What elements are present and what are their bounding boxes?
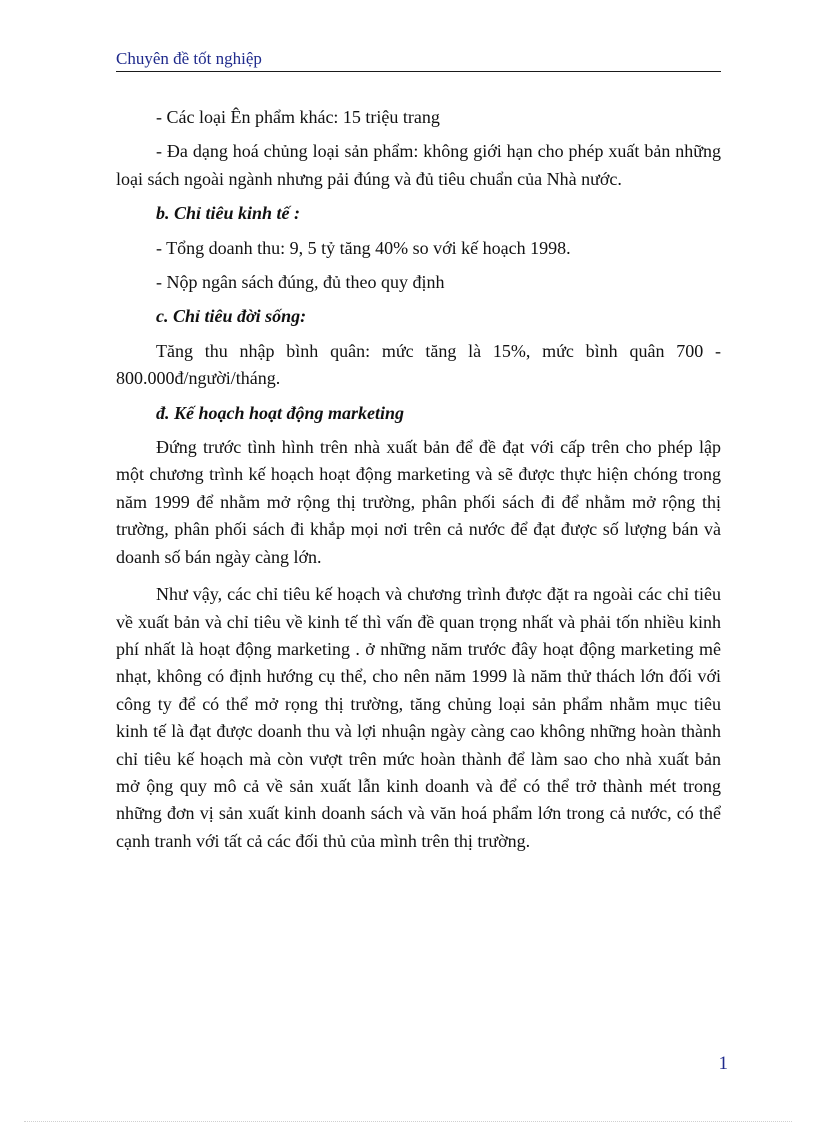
page-number: 1 [718, 1053, 728, 1074]
heading-living-targets: c. Chỉ tiêu đời sống: [156, 306, 307, 327]
page-header [116, 49, 721, 72]
page-bottom-rule [24, 1121, 792, 1122]
document-body [116, 104, 721, 862]
paragraph-product-diversification: - Đa dạng hoá chủng loại sản phẩm: không giới hạn cho phép xuất bản những loại sách ngoài ngành nhưng pải đúng và đủ tiêu chuẩn của Nhà nước. [116, 141, 721, 189]
paragraph-income-increase: Tăng thu nhập bình quân: mức tăng là 15%, mức bình quân 700 - 800.000đ/người/tháng. [116, 340, 721, 389]
heading-economic-targets: b. Chỉ tiêu kinh tế : [156, 203, 301, 224]
paragraph-marketing-importance: Như vậy, các chỉ tiêu kế hoạch và chương trình được đặt ra ngoài các chỉ tiêu về xuất bản và chỉ tiêu về kinh tế thì vấn đề quan trọng nhất và phải tốn nhiều kinh phí nhất là hoạt động marketing . ở những năm trước đây hoạt động marketing mê nhạt, không có định hướng cụ thể, cho nên năm 1999 là năm thử thách lớn đối với công ty để có thể mở rọng thị trường, tăng chủng loại sản phẩm nhằm mục tiêu kinh tế là đạt được doanh thu và lợi nhuận ngày càng cao không những hoàn thành chỉ tiêu kế hoạch mà còn vượt trên mức hoàn thành để làm sao cho nhà xuất bản mở ộng quy mô cả về sản xuất lẫn kinh doanh và để có thể trở thành mét trong những đơn vị sản xuất kinh doanh sách và văn hoá phẩm lớn trong cả nước, có thể cạnh tranh với tất cả các đối thủ của mình trên thị trường. [116, 584, 721, 851]
header-title: Chuyên đề tốt nghiệp [116, 49, 262, 68]
paragraph-marketing-program: Đứng trước tình hình trên nhà xuất bản để đề đạt với cấp trên cho phép lập một chương trình kế hoạch hoạt động marketing và sẽ được thực hiện chóng trong năm 1999 để nhằm mở rộng thị trường, phân phối sách đi để nhằm mở rộng thị trường, phân phối sách đi khắp mọi nơi trên cả nước để đạt được số lượng bán và doanh số bán ngày càng lớn. [116, 437, 721, 567]
list-line-budget-payment: - Nộp ngân sách đúng, đủ theo quy định [156, 272, 445, 293]
list-line-other-publications: - Các loại Ên phẩm khác: 15 triệu trang [156, 107, 440, 127]
list-line-total-revenue: - Tổng doanh thu: 9, 5 tỷ tăng 40% so với kế hoạch 1998. [156, 237, 571, 258]
heading-marketing-plan: đ. Kế hoạch hoạt động marketing [156, 402, 405, 423]
